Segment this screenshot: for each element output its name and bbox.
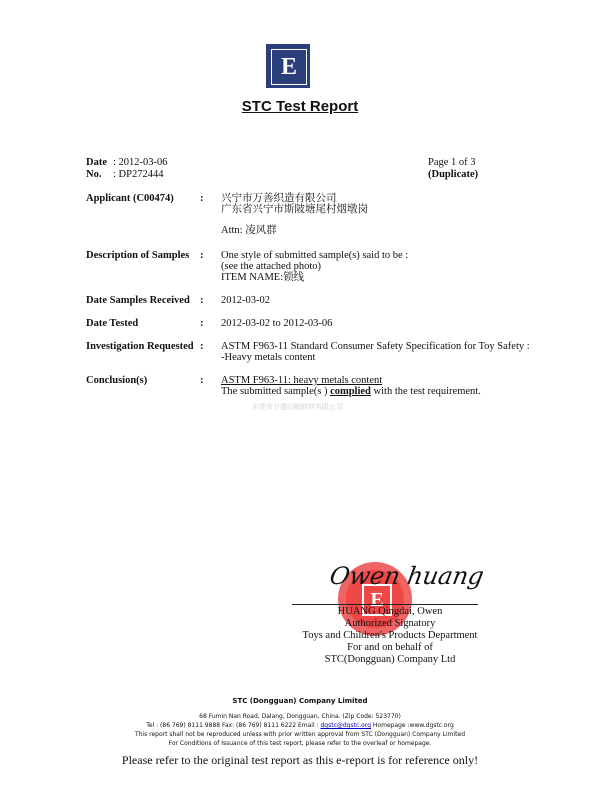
colon: : [200,318,204,329]
colon: : [200,295,204,306]
investigation-label: Investigation Requested [86,341,194,352]
date-value: : 2012-03-06 [113,157,168,168]
disclaimer: Please refer to the original test report as this e-report is for reference only! [121,753,479,767]
applicant-address: 广东省兴宁市斯陂塘尾村烟墩岗 [221,204,368,215]
received-label: Date Samples Received [86,295,190,306]
footer-contact [0,722,600,729]
description-line: (see the attached photo) [221,261,321,272]
email-link[interactable]: dgstc@dgstc.org [320,722,372,729]
investigation-line: ASTM F963-11 Standard Consumer Safety Specification for Toy Safety : [221,341,530,352]
colon: : [200,250,204,261]
signatory-behalf: For and on behalf of [347,642,433,653]
signatory-department: Toys and Children's Products Department [302,630,478,641]
signatory-block [280,606,500,666]
applicant-name: 兴宁市万善织造有限公司 [221,193,337,204]
signatory-name: HUANG Qingdai, Owen [337,606,443,617]
watermark: 东莞市万盛印刷材料有限公司 [252,403,343,411]
conclusion-standard: ASTM F963-11: heavy metals content [221,375,383,386]
signatory-title: Authorized Signatory [344,618,436,629]
colon: : [200,375,204,386]
report-title: STC Test Report [241,98,359,115]
stc-logo: E [266,44,310,88]
signature: Owen huang [327,562,487,590]
company-stamp: E [338,562,412,636]
signatory-company: STC(Dongguan) Company Ltd [324,654,456,665]
colon: : [200,341,204,352]
tested-label: Date Tested [86,318,139,329]
footer-company: STC (Dongguan) Company Limited [232,697,368,705]
date-label: Date [86,157,107,168]
conclusion-result [221,386,481,397]
signature-line [292,604,478,605]
description-line: ITEM NAME:锁线 [221,272,305,283]
applicant-label: Applicant (C00474) [86,193,174,204]
conclusion-text: with the test requirement. [373,386,481,397]
no-label: No. [86,169,102,180]
duplicate-label: (Duplicate) [428,169,479,180]
footer-notice: This report shall not be reproduced unless with prior written approval from STC (Dongguan) Company Limited [134,731,466,738]
colon: : [200,193,204,204]
footer-address: 68 Fumin Nan Road, Dalang, Dongguan, China. (Zip Code: 523770) [199,713,401,720]
contact-text: Tel : (86 769) 8111 9888 Fax: (86 769) 8111 6222 Email : [146,722,321,729]
applicant-attn: Attn: 凌风群 [221,225,277,236]
received-value: 2012-03-02 [221,295,270,306]
conclusion-label: Conclusion(s) [86,375,148,386]
page-number: Page 1 of 3 [428,157,476,168]
footer-notice: For Conditions of Issuance of this test report, please refer to the overleaf or homepage. [168,740,432,747]
tested-value: 2012-03-02 to 2012-03-06 [221,318,333,329]
investigation-line: -Heavy metals content [221,352,316,363]
homepage-text: Homepage :www.dgstc.org [371,722,454,729]
description-line: One style of submitted sample(s) said to be : [221,250,409,261]
description-label: Description of Samples [86,250,190,261]
no-value: : DP272444 [113,169,164,180]
complied-text: complied [330,386,371,397]
conclusion-text: The submitted sample(s ) [221,386,328,397]
